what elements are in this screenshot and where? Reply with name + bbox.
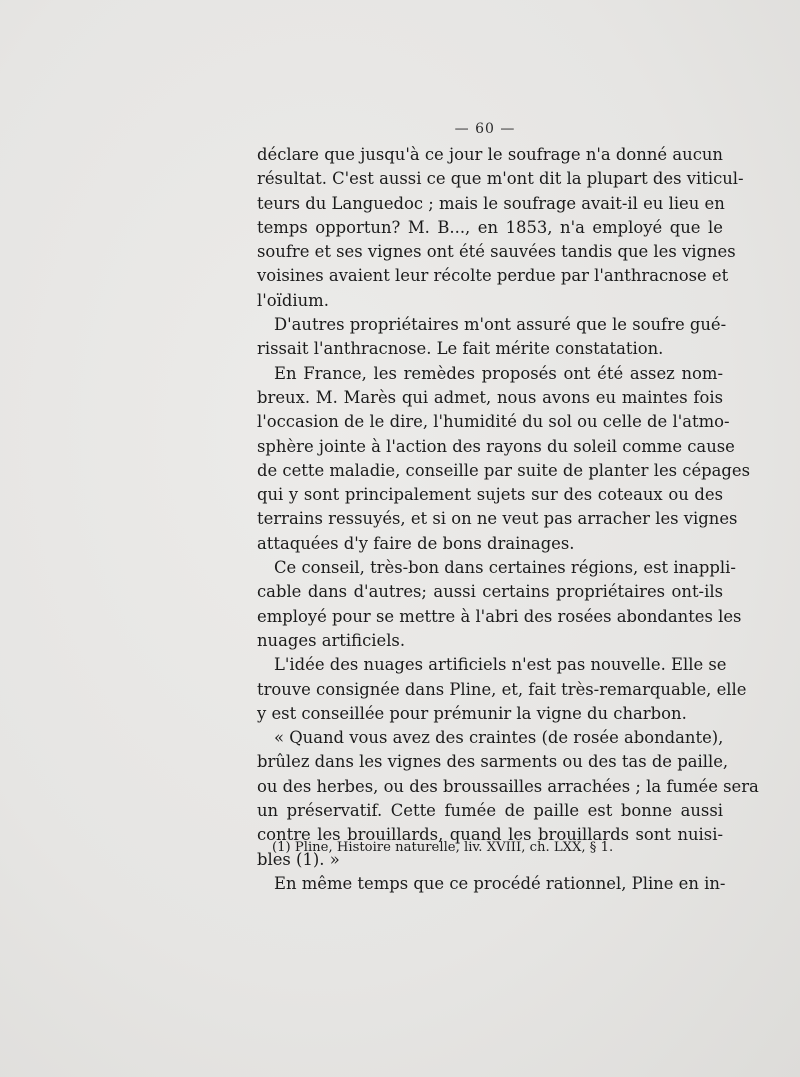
- text-line: « Quand vous avez des craintes (de rosée abondante),: [274, 728, 724, 748]
- text-line: L'idée des nuages artificiels n'est pas nouvelle. Elle se: [274, 655, 727, 675]
- text-line: déclare que jusqu'à ce jour le soufrage n'a donné aucun: [257, 145, 723, 164]
- text-line: terrains ressuyés, et si on ne veut pas arracher les vignes: [257, 509, 738, 529]
- text-line: résultat. C'est aussi ce que m'ont dit la plupart des viticul-: [257, 169, 744, 189]
- text-line: brûlez dans les vignes des sarments ou des tas de paille,: [257, 752, 729, 772]
- text-line: teurs du Languedoc ; mais le soufrage avait-il eu lieu en: [257, 193, 725, 213]
- text-line: Ce conseil, très-bon dans certaines régions, est inappli-: [274, 558, 736, 578]
- text-line: y est conseillée pour prémunir la vigne du charbon.: [257, 703, 687, 723]
- text-line: temps opportun? M. B..., en 1853, n'a employé que le: [257, 217, 723, 237]
- text-line: un préservatif. Cette fumée de paille est bonne aussi: [257, 801, 723, 821]
- text-line: de cette maladie, conseille par suite de planter les cépages: [257, 460, 751, 480]
- text-line: contre les brouillards, quand les brouillards sont nuisi-: [257, 825, 723, 845]
- text-line: l'oïdium.: [257, 290, 329, 310]
- footnote: (1) Pline, Histoire naturelle, liv. XVIII, ch. LXX, § 1.: [272, 840, 614, 855]
- text-line: trouve consignée dans Pline, et, fait très-remarquable, elle: [257, 679, 747, 699]
- page-number: — 60 —: [454, 121, 516, 137]
- text-line: D'autres propriétaires m'ont assuré que le soufre gué-: [274, 315, 727, 335]
- text-line: qui y sont principalement sujets sur des coteaux ou des: [257, 485, 723, 505]
- text-line: l'occasion de le dire, l'humidité du sol ou celle de l'atmo-: [257, 412, 730, 432]
- text-line: cable dans d'autres; aussi certains propriétaires ont-ils: [257, 582, 723, 602]
- text-line: voisines avaient leur récolte perdue par l'anthracnose et: [257, 266, 729, 286]
- text-line: En France, les remèdes proposés ont été assez nom-: [274, 363, 723, 383]
- text-line: attaquées d'y faire de bons drainages.: [257, 533, 575, 553]
- text-line: breux. M. Marès qui admet, nous avons eu maintes fois: [257, 387, 723, 407]
- text-line: ou des herbes, ou des broussailles arrachées ; la fumée sera: [257, 776, 759, 796]
- text-line: bles (1). »: [257, 849, 340, 869]
- text-line: employé pour se mettre à l'abri des rosées abondantes les: [257, 606, 742, 626]
- body-text: [257, 143, 759, 896]
- text-line: En même temps que ce procédé rationnel, Pline en in-: [274, 873, 726, 893]
- text-line: nuages artificiels.: [257, 630, 406, 650]
- text-line: sphère jointe à l'action des rayons du soleil comme cause: [257, 436, 735, 456]
- text-line: rissait l'anthracnose. Le fait mérite constatation.: [257, 339, 664, 359]
- text-line: soufre et ses vignes ont été sauvées tandis que les vignes: [257, 242, 736, 262]
